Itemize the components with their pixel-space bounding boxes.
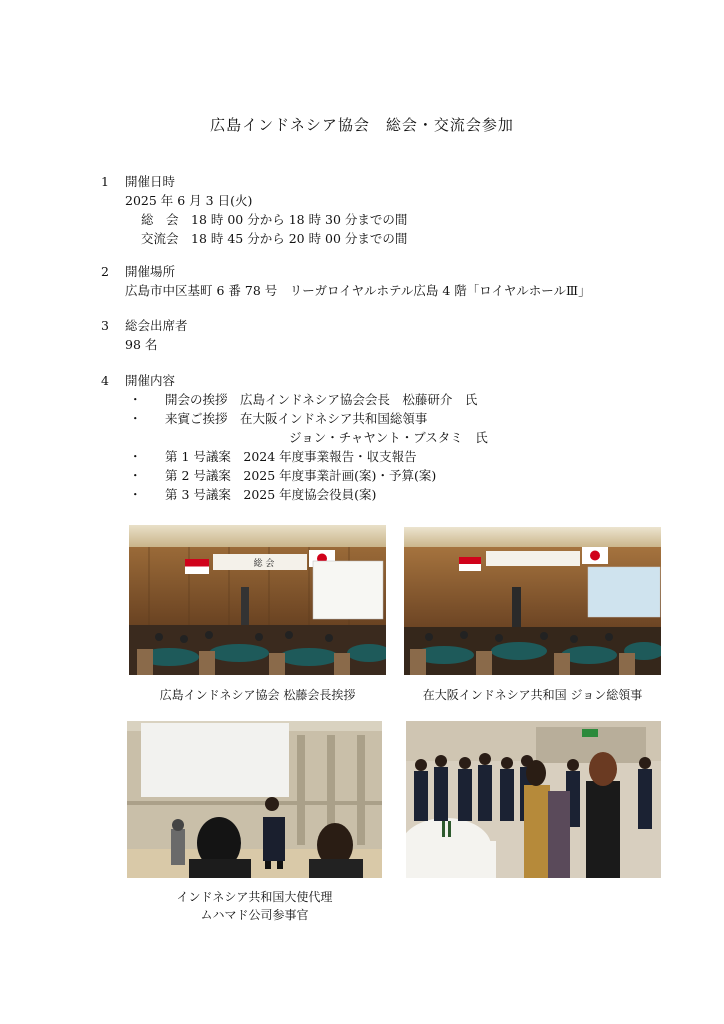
program-item	[125, 466, 488, 485]
event-date: 2025 年 6 月 3 日(火)	[125, 193, 253, 208]
section-schedule	[101, 172, 407, 248]
section-attendees	[101, 316, 188, 354]
photo-consul-general-image	[404, 527, 661, 675]
program-item-text: 来賓ご挨拶 在大阪インドネシア共和国総領事	[165, 411, 428, 426]
photo-reception	[406, 721, 661, 878]
bullet: ・	[129, 449, 142, 464]
photo-chairman-speech	[129, 525, 386, 675]
photo-ambassador-representative	[127, 721, 382, 878]
venue-address: 広島市中区基町 6 番 78 号 リーガロイヤルホテル広島 4 階「ロイヤルホールⅢ」	[125, 283, 591, 298]
section-heading: 開催日時	[125, 174, 176, 189]
section-heading: 総会出席者	[125, 318, 188, 333]
section-number: 3	[101, 318, 109, 333]
banner-text: 総 会	[253, 559, 275, 569]
section-number: 1	[101, 174, 109, 189]
section-program	[101, 371, 488, 504]
program-item-text: 第 1 号議案 2024 年度事業報告・収支報告	[165, 449, 417, 464]
section-heading: 開催内容	[125, 373, 176, 388]
section-number: 4	[101, 373, 109, 388]
program-item	[125, 390, 488, 409]
photo-ambassador-representative-image	[127, 721, 382, 878]
photo-chairman-speech-image	[129, 525, 386, 675]
program-item-text: 開会の挨拶 広島インドネシア協会会長 松藤研介 氏	[165, 392, 478, 407]
section-number: 2	[101, 264, 109, 279]
caption-photo3	[127, 888, 382, 924]
caption-photo3-line1: インドネシア共和国大使代理	[176, 890, 333, 904]
attendee-count: 98 名	[125, 337, 158, 352]
program-item	[125, 485, 488, 504]
session-networking: 交流会 18 時 45 分から 20 時 00 分までの間	[141, 231, 408, 246]
caption-photo2: 在大阪インドネシア共和国 ジョン総領事	[422, 688, 643, 702]
bullet: ・	[129, 468, 142, 483]
photo-reception-image	[406, 721, 661, 878]
page-title: 広島インドネシア協会 総会・交流会参加	[210, 116, 514, 134]
bullet: ・	[129, 411, 142, 426]
caption-photo3-line2: ムハマド公司参事官	[200, 908, 309, 922]
program-item-text: 第 2 号議案 2025 年度事業計画(案)・予算(案)	[165, 468, 437, 483]
program-item-text: 第 3 号議案 2025 年度協会役員(案)	[165, 487, 377, 502]
guest-name: ジョン・チャヤント・ブスタミ 氏	[289, 430, 488, 445]
bullet: ・	[129, 392, 142, 407]
bullet: ・	[129, 487, 142, 502]
program-item	[125, 447, 488, 466]
program-item	[125, 409, 488, 428]
session-general-meeting: 総 会 18 時 00 分から 18 時 30 分までの間	[141, 212, 408, 227]
caption-photo1: 広島インドネシア協会 松藤会長挨拶	[159, 688, 356, 702]
section-venue	[101, 262, 591, 300]
photo-consul-general	[404, 527, 661, 675]
section-heading: 開催場所	[125, 264, 176, 279]
